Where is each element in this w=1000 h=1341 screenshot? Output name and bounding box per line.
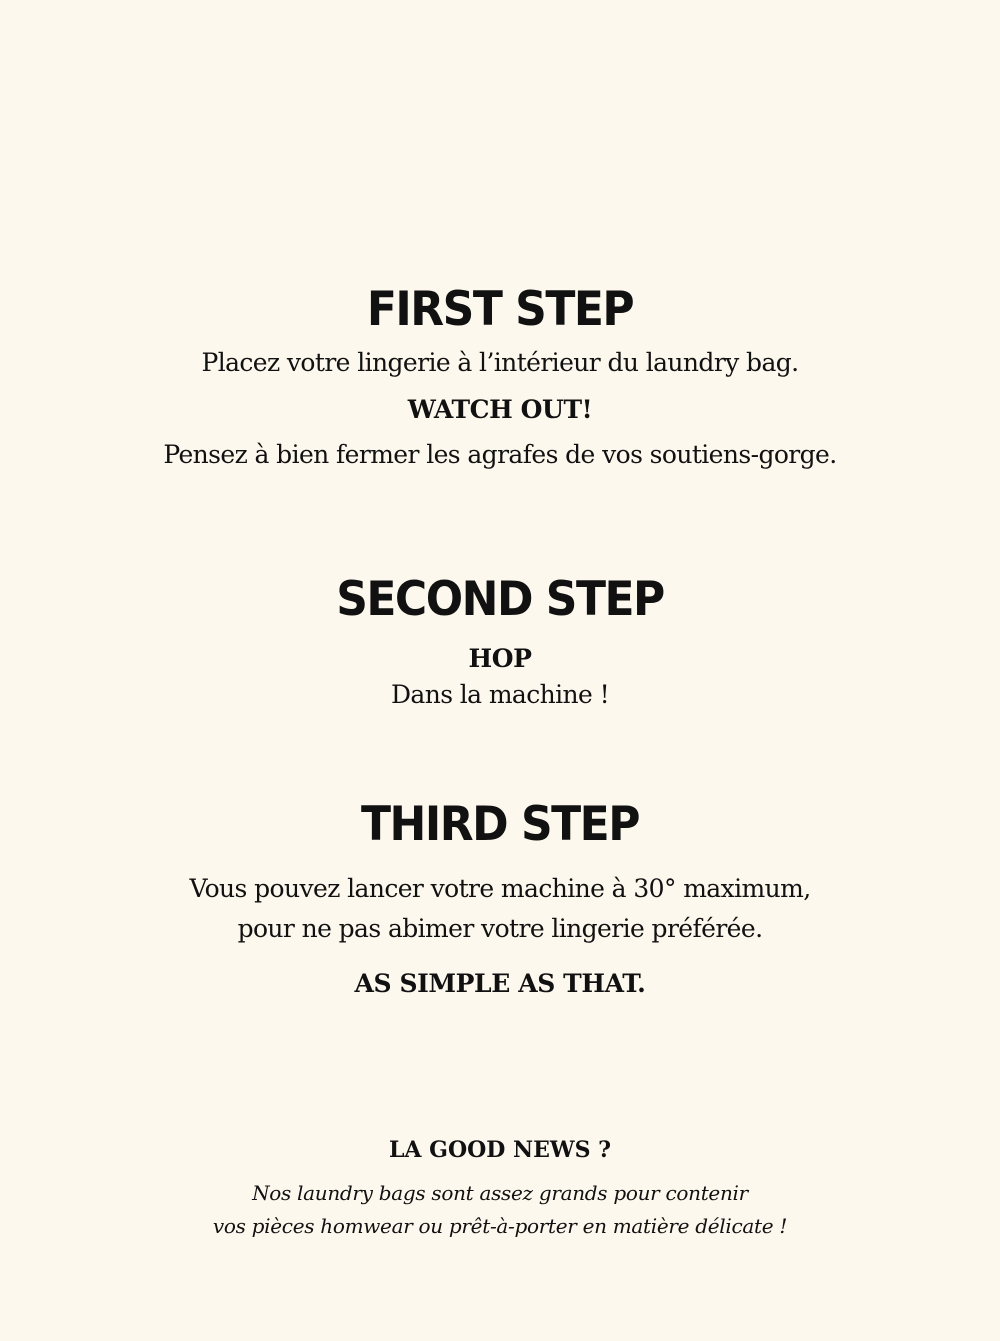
third-step-text-line1: Vous pouvez lancer votre machine à 30° maximum, (189, 874, 811, 903)
third-step-title: THIRD STEP (361, 796, 639, 852)
first-step-warning: WATCH OUT! (407, 395, 593, 424)
good-news-line1: Nos laundry bags sont assez grands pour contenir (252, 1181, 748, 1205)
first-step-title: FIRST STEP (366, 281, 634, 337)
second-step-text: Dans la machine ! (390, 680, 610, 709)
third-step-text-line2: pour ne pas abimer votre lingerie préférée. (237, 914, 763, 943)
second-step-title: SECOND STEP (336, 571, 664, 627)
first-step-text: Placez votre lingerie à l’intérieur du laundry bag. (201, 348, 799, 377)
third-step-emphasis: AS SIMPLE AS THAT. (354, 969, 646, 998)
good-news-line2: vos pièces homwear ou prêt-à-porter en matière délicate ! (212, 1214, 788, 1238)
good-news-title: LA GOOD NEWS ? (388, 1137, 612, 1163)
first-step-note: Pensez à bien fermer les agrafes de vos soutiens-gorge. (163, 440, 837, 469)
second-step-emphasis: HOP (468, 644, 532, 673)
